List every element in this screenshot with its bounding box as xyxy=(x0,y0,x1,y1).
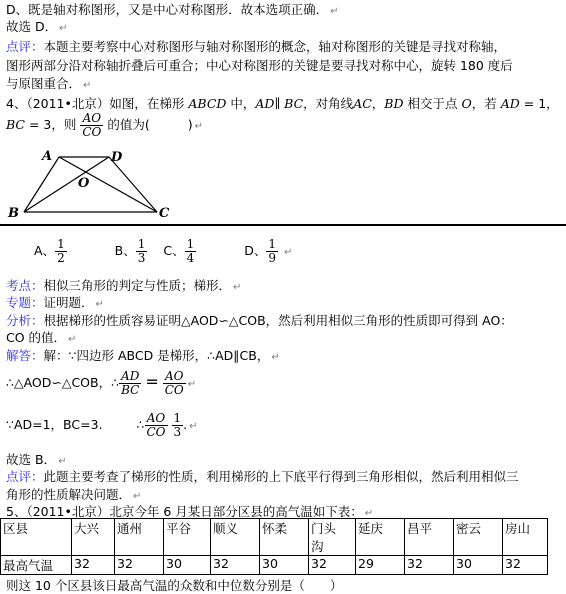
table-cell: 昌平 xyxy=(405,519,454,556)
table-cell: 最高气温 xyxy=(1,556,72,575)
label-D: D xyxy=(111,150,123,165)
table-cell: 房山 xyxy=(503,519,548,556)
text-line: 故选 B． ↵ xyxy=(6,452,67,467)
table-cell: 32 xyxy=(72,556,115,575)
text-line: 与原图重合． ↵ xyxy=(6,76,92,91)
table-cell: 30 xyxy=(164,556,211,575)
comment-line: 点评：本题主要考察中心对称图形与轴对称图形的概念，轴对称图形的关键是寻找对称轴， xyxy=(6,39,507,54)
options-line: A、 $\frac{1}{2}$ B、 $\frac{1}{3}$ C、 $\frac{1}{4}$ D、 $\frac{1}{9}$ ↵ xyxy=(34,237,293,265)
table-cell: 门头 沟 xyxy=(309,519,356,556)
question-4-line: 4、（2011•北京）如图，在梯形 ABCD 中，AD∥ BC，对角线AC，BD 相交于点 O，若 AD = 1， xyxy=(6,96,559,111)
label-C: C xyxy=(159,206,170,221)
ratio-fraction: $\frac{AO}{CO}$ xyxy=(82,111,102,139)
table-cell: 密云 xyxy=(454,519,503,556)
option-b: B、 $\frac{1}{3}$ xyxy=(114,237,146,265)
text-line: CO 的值． ↵ xyxy=(6,330,77,345)
step-1-line: ∴△AOD∽△COB，∴ $\frac{AD}{BC}$ = $\frac{AO}{CO}$ ↵ xyxy=(6,369,197,397)
table-cell: 30 xyxy=(454,556,503,575)
label-B: B xyxy=(8,206,19,221)
label-A: A xyxy=(42,149,53,164)
table-cell: 平谷 xyxy=(164,519,211,556)
fenxi-line: 分析：根据梯形的性质容易证明△AOD∽△COB，然后利用相似三角形的性质即可得到 AO： xyxy=(6,313,513,328)
table-cell: 区县 xyxy=(1,519,72,556)
option-a: A、 $\frac{1}{2}$ xyxy=(34,237,65,265)
question-5-line: 5、（2011•北京）北京今年 6 月某日部分区县的高气温如下表： ↵ xyxy=(6,504,374,519)
option-c: C、 $\frac{1}{4}$ xyxy=(163,237,195,265)
table-cell: 延庆 xyxy=(356,519,405,556)
table-cell: 29 xyxy=(356,556,405,575)
table-cell: 30 xyxy=(260,556,309,575)
text-line: 角形的性质解决问题． ↵ xyxy=(6,487,142,502)
table-cell: 32 xyxy=(405,556,454,575)
table-cell: 怀柔 xyxy=(260,519,309,556)
table-cell: 32 xyxy=(211,556,260,575)
table-cell: 顺义 xyxy=(211,519,260,556)
last-line: 则这 10 个区县该日最高气温的众数和中位数分别是（ ） xyxy=(6,578,343,593)
step-2-line: ∵AD=1，BC=3. ∴ $\frac{AO}{CO}$ $\frac{1}{3}$ . ↵ xyxy=(6,411,198,439)
table-header-row xyxy=(1,519,548,556)
jieda-line: 解答：解：∵四边形 ABCD 是梯形，∴AD∥CB， ↵ xyxy=(6,348,280,363)
kaodian-line: 考点：相似三角形的判定与性质；梯形． ↵ xyxy=(6,278,242,293)
table-cell: 32 xyxy=(115,556,164,575)
table-cell: 通州 xyxy=(115,519,164,556)
trapezoid-figure xyxy=(0,145,190,225)
temperature-table xyxy=(0,518,548,575)
label-O: O xyxy=(78,176,90,191)
table-row xyxy=(1,556,548,575)
section-divider xyxy=(0,224,566,226)
text-line: 故选 D． ↵ xyxy=(6,19,68,34)
text-line: D、既是轴对称图形，又是中心对称图形．故本选项正确． ↵ xyxy=(6,2,339,17)
text-line: 图形两部分沿对称轴折叠后可重合；中心对称图形的关键是要寻找对称中心，旋转 180 度后 xyxy=(6,58,513,73)
dianping-line: 点评：此题主要考查了梯形的性质，利用梯形的上下底平行得到三角形相似，然后利用相似三 xyxy=(6,469,519,484)
table-cell: 大兴 xyxy=(72,519,115,556)
question-4-line-2: BC = 3，则 $\frac{AO}{CO}$ 的值为( ) ↵ xyxy=(6,111,204,139)
comment-tag: 点评： xyxy=(6,39,44,54)
table-cell: 32 xyxy=(503,556,548,575)
table-cell: 32 xyxy=(309,556,356,575)
zhuanti-line: 专题：证明题． ↵ xyxy=(6,295,104,310)
option-d: D、 $\frac{1}{9}$ xyxy=(244,237,276,265)
